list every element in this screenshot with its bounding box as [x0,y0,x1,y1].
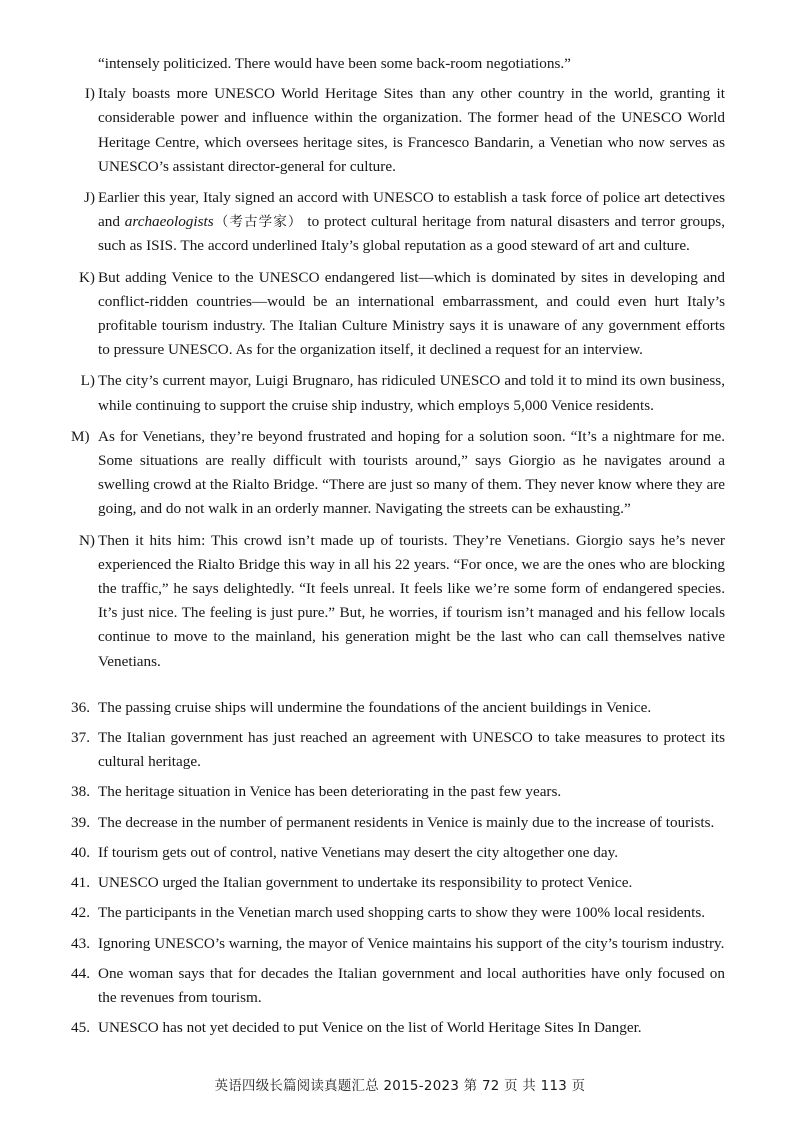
question-number-45: 45. [71,1019,90,1037]
paragraph-text-N: Then it hits him: This crowd isn’t made up of tourists. They’re Venetians. Giorgio says he’s never experienced the Rialto Bridge this way in all his 22 years. “For once, we are the ones who are blocking the traffic,” he says delightedly. “It feels unreal. It feels like we’re some form of endangered species. It’s just nice. The feeling is just pure.” But, he worries, if tourism isn’t managed and his fellow locals continue to move to the mainland, his generation might be the last who can call themselves native Venetians. [98,531,725,670]
question-item-42 [71,901,725,925]
question-item-38 [71,780,725,804]
question-number-38: 38. [71,783,90,801]
question-number-39: 39. [71,813,90,831]
paragraph-marker-N: N) [78,531,95,549]
italic-term-archaeologists: archaeologists [124,213,214,231]
question-number-42: 42. [71,904,90,922]
question-item-39 [71,811,725,835]
question-text-39: The decrease in the number of permanent residents in Venice is mainly due to the increase of tourists. [98,813,715,831]
paragraph-text-L: The city’s current mayor, Luigi Brugnaro, has ridiculed UNESCO and told it to mind its own business, while continuing to support the cruise ship industry, which employs 5,000 Venice residents. [98,372,725,414]
question-number-37: 37. [71,729,90,747]
question-number-43: 43. [71,934,90,952]
question-text-36: The passing cruise ships will undermine the foundations of the ancient buildings in Venice. [98,698,652,716]
paragraph-marker-K: K) [78,268,95,286]
paragraph-J [71,186,725,259]
paragraph-text-M: As for Venetians, they’re beyond frustrated and hoping for a solution soon. “It’s a nightmare for me. Some situations are really difficult with tourists around,” says Giorgio as he navigates around a swelling crowd at the Rialto Bridge. “There are just so many of them. They never know where they are going, and do not walk in an orderly manner. Navigating the streets can be exhausting.” [98,427,725,518]
question-item-45 [71,1016,725,1040]
chinese-gloss-archaeologists: （考古学家） [213,214,303,231]
question-text-44: One woman says that for decades the Italian government and local authorities have only focused on the revenues from tourism. [98,964,725,1006]
question-number-40: 40. [71,843,90,861]
paragraph-M [71,425,725,522]
question-list [71,696,725,1040]
paragraph-N [71,529,725,674]
question-number-41: 41. [71,874,90,892]
question-item-43 [71,932,725,956]
question-text-37: The Italian government has just reached an agreement with UNESCO to take measures to protect its cultural heritage. [98,729,725,771]
paragraph-marker-L: L) [80,372,95,390]
question-item-40 [71,841,725,865]
question-item-44 [71,962,725,1010]
question-text-40: If tourism gets out of control, native Venetians may desert the city altogether one day. [98,843,619,861]
question-text-41: UNESCO urged the Italian government to undertake its responsibility to protect Venice. [98,874,633,892]
paragraph-marker-J: J) [84,189,95,207]
question-number-44: 44. [71,964,90,982]
question-item-36 [71,696,725,720]
question-text-42: The participants in the Venetian march used shopping carts to show they were 100% local residents. [98,904,706,922]
page-footer: 英语四级长篇阅读真题汇总 2015-2023 第 72 页 共 113 页 [214,1079,586,1094]
question-text-38: The heritage situation in Venice has been deteriorating in the past few years. [98,783,562,801]
lead-in-continuation-line: “intensely politicized. There would have been some back-room negotiations.” [98,55,571,72]
paragraph-marker-M: M) [71,427,90,445]
paragraph-marker-I: I) [84,85,95,103]
question-item-37 [71,726,725,774]
page-content [71,52,725,1040]
paragraph-text-I: Italy boasts more UNESCO World Heritage Sites than any other country in the world, granting it considerable power and influence within the organization. The former head of the UNESCO World Heritage Centre, which oversees heritage sites, is Francesco Bandarin, a Venetian who now serves as UNESCO’s assistant director-general for culture. [98,85,725,175]
question-text-43: Ignoring UNESCO’s warning, the mayor of Venice maintains his support of the city’s tourism industry. [98,934,725,952]
question-number-36: 36. [71,698,90,716]
question-item-41 [71,871,725,895]
paragraph-text-J-part1: Earlier this year, Italy signed an accord with UNESCO to establish a task force of police art detectives and [98,189,725,231]
paragraph-K [71,266,725,363]
paragraph-I [71,82,725,179]
paragraph-text-J-part2: to protect cultural heritage from natural disasters and terror groups, such as ISIS. The accord underlined Italy’s global reputation as a good steward of art and culture. [98,213,726,255]
question-text-45: UNESCO has not yet decided to put Venice on the list of World Heritage Sites In Danger. [98,1019,642,1037]
paragraph-L [71,369,725,417]
paragraph-text-K: But adding Venice to the UNESCO endangered list—which is dominated by sites in developing and conflict-ridden countries—would be an international embarrassment, and could even hurt Italy’s profitable tourism industry. The Italian Culture Ministry says it is unaware of any government efforts to pressure UNESCO. As for the organization itself, it declined a request for an interview. [98,268,725,359]
